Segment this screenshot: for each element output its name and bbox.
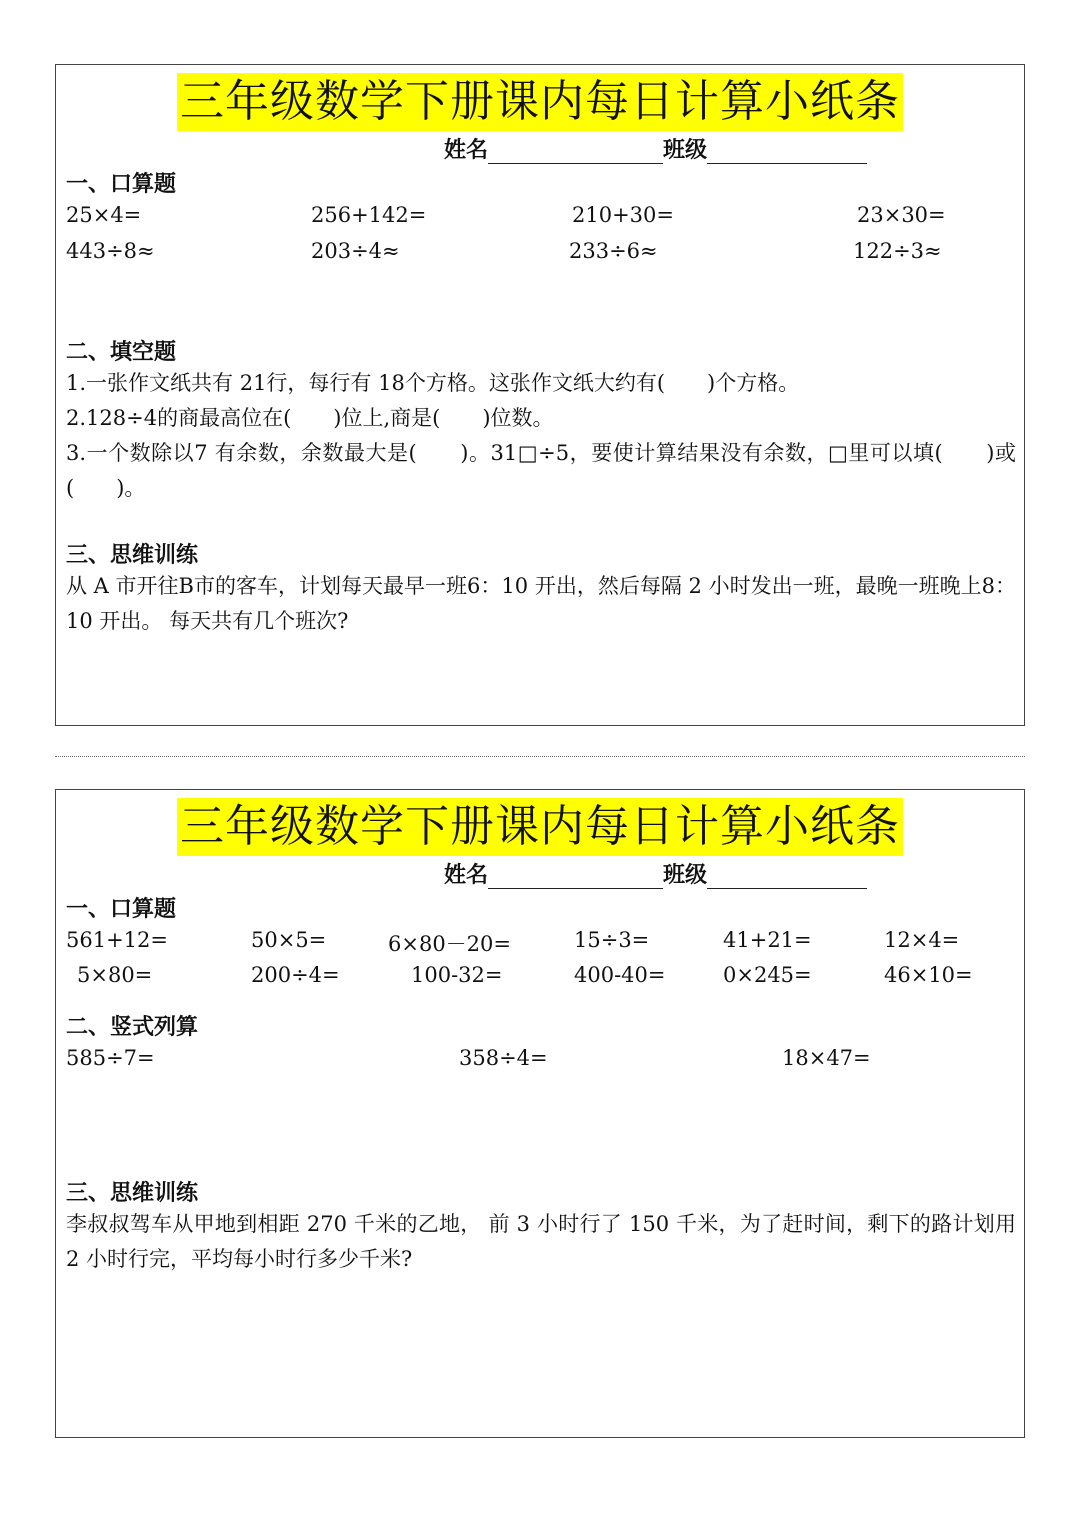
word-problem: 李叔叔驾车从甲地到相距 270 千米的乙地， 前 3 小时行了 150 千米，为了赶时间，剩下的路计划用 2 小时行完，平均每小时行多少千米? (66, 1212, 1016, 1271)
worksheet-title: 三年级数学下册课内每日计算小纸条 (177, 73, 903, 131)
oral-problem: 233÷6≈ (569, 239, 658, 263)
worksheet-title: 三年级数学下册课内每日计算小纸条 (177, 798, 903, 856)
name-blank[interactable] (488, 864, 663, 889)
name-blank[interactable] (488, 139, 663, 164)
class-blank[interactable] (707, 864, 867, 889)
section-heading-thinking: 三、思维训练 (66, 1181, 199, 1206)
vertical-calc-problem: 358÷4= (459, 1046, 548, 1070)
oral-problem: 400-40= (574, 963, 666, 987)
oral-problem: 256+142= (311, 203, 427, 227)
name-class-bar (444, 858, 867, 889)
oral-problem: 200÷4= (251, 963, 340, 987)
oral-problem: 122÷3≈ (853, 239, 942, 263)
section-heading-vertical-calc: 二、竖式列算 (66, 1015, 199, 1040)
section-heading-fill-blank: 二、填空题 (66, 340, 177, 365)
name-class-bar (444, 133, 867, 164)
word-problem: 从 A 市开往B市的客车，计划每天最早一班6：10 开出，然后每隔 2 小时发出一班，最晚一班晚上8：10 开出。 每天共有几个班次? (66, 574, 1016, 633)
oral-problem: 5×80= (77, 963, 153, 987)
vertical-calc-problem: 18×47= (782, 1046, 871, 1070)
oral-problem: 15÷3= (574, 928, 650, 952)
oral-problem: 6×80－20= (388, 932, 511, 956)
oral-problem: 443÷8≈ (66, 239, 155, 263)
oral-problem: 46×10= (884, 963, 973, 987)
class-label: 班级 (663, 863, 708, 888)
section-heading-thinking: 三、思维训练 (66, 543, 199, 568)
oral-problem: 23×30= (857, 203, 946, 227)
class-blank[interactable] (707, 139, 867, 164)
oral-problem: 12×4= (884, 928, 960, 952)
fill-blank-question-3: 3.一个数除以7 有余数，余数最大是( )。31□÷5，要使计算结果没有余数，□里可以填( )或( )。 (66, 441, 1016, 500)
fill-blank-question-1: 1.一张作文纸共有 21行，每行有 18个方格。这张作文纸大约有( )个方格。 (66, 371, 800, 395)
name-label: 姓名 (444, 863, 489, 888)
name-label: 姓名 (444, 138, 489, 163)
oral-problem: 41+21= (723, 928, 812, 952)
cut-line-divider (55, 756, 1025, 757)
fill-blank-question-2: 2.128÷4的商最高位在( )位上,商是( )位数。 (66, 406, 554, 430)
oral-problem: 210+30= (572, 203, 674, 227)
oral-problem: 50×5= (251, 928, 327, 952)
oral-problem: 100-32= (411, 963, 503, 987)
section-heading-oral: 一、口算题 (66, 172, 177, 197)
oral-problem: 25×4= (66, 203, 142, 227)
class-label: 班级 (663, 138, 708, 163)
vertical-calc-problem: 585÷7= (66, 1046, 155, 1070)
section-heading-oral: 一、口算题 (66, 897, 177, 922)
oral-problem: 0×245= (723, 963, 812, 987)
oral-problem: 561+12= (66, 928, 168, 952)
worksheet-card-1 (55, 64, 1025, 726)
worksheet-card-2 (55, 789, 1025, 1438)
oral-problem: 203÷4≈ (311, 239, 400, 263)
